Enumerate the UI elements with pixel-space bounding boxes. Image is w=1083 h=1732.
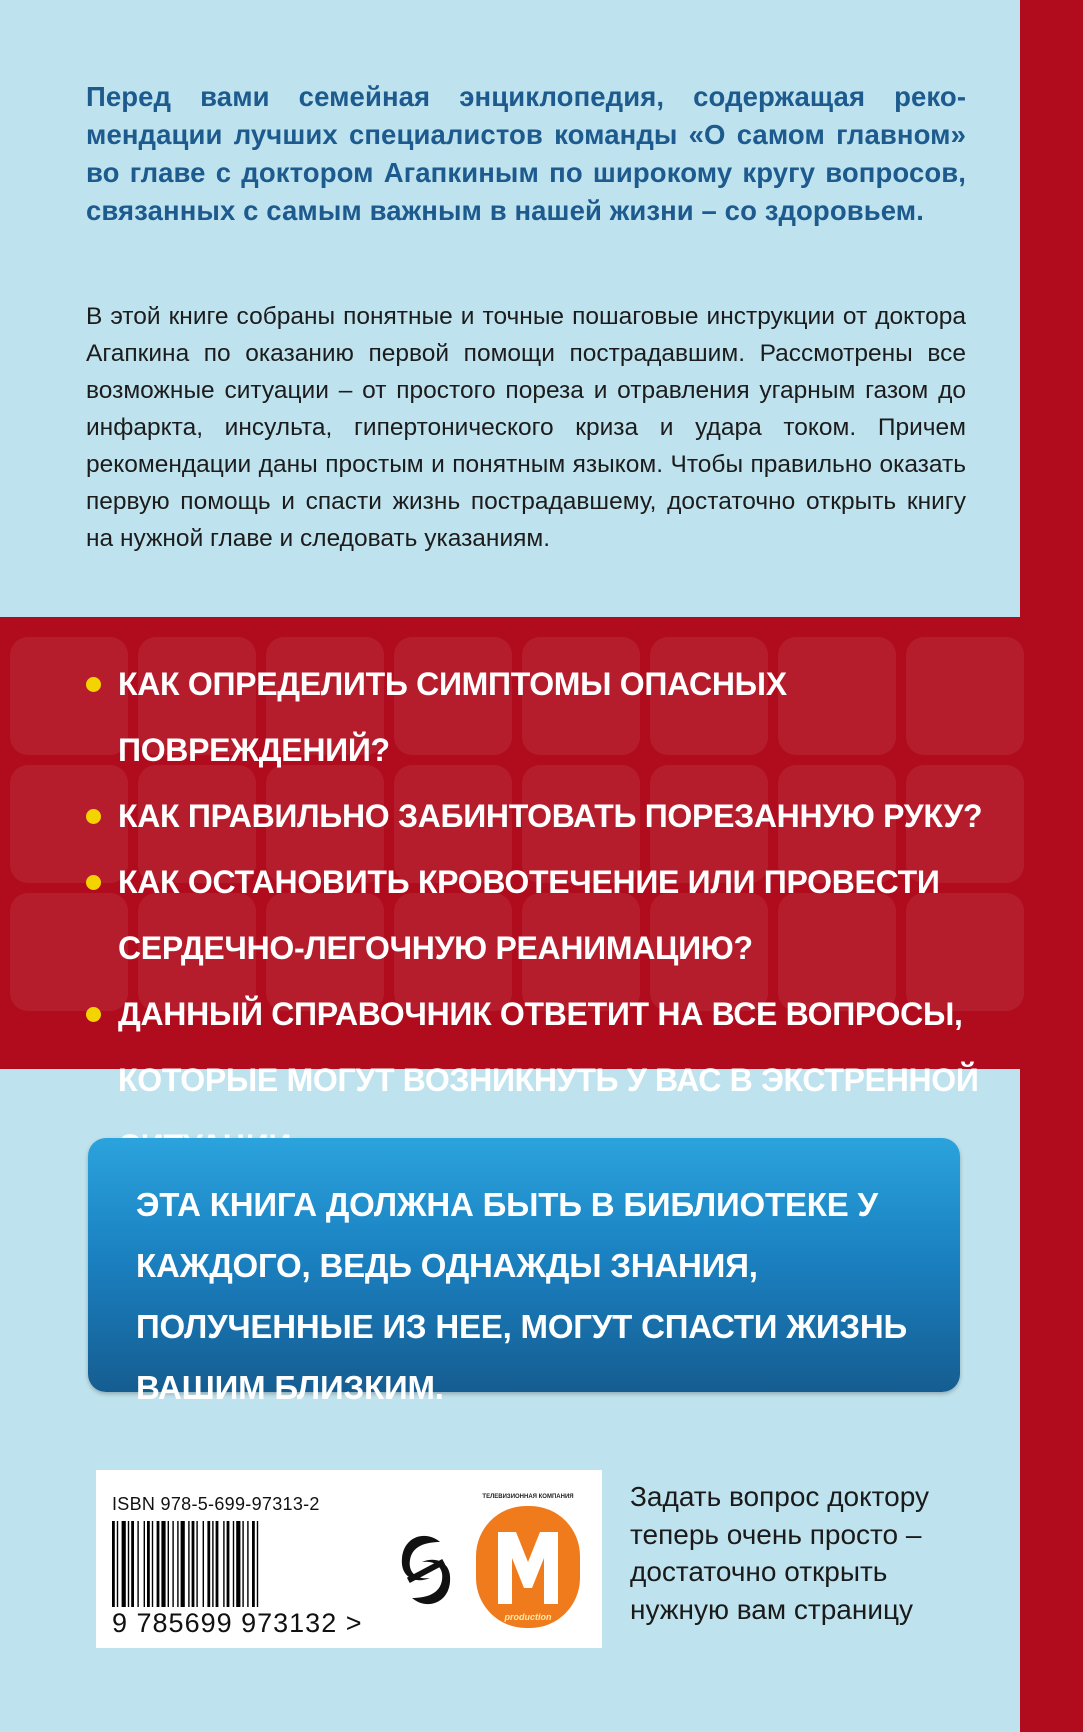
barcode-bar [157, 1521, 160, 1607]
bullet-dot-icon [86, 677, 101, 692]
question-list [86, 651, 1016, 1179]
barcode-bar [216, 1521, 219, 1607]
question-text: ДАННЫЙ СПРАВОЧНИК ОТВЕТИТ НА ВСЕ ВОПРОСЫ, КОТОРЫЕ МОГУТ ВОЗНИКНУТЬ У ВАС В ЭКСТРЕННОЙ [118, 996, 979, 1098]
question-text: КАК ОПРЕДЕЛИТЬ СИМПТОМЫ ОПАСНЫХ ПОВРЕЖДЕНИЙ? [118, 666, 787, 768]
barcode-bar [257, 1521, 258, 1607]
barcode-bar [117, 1521, 118, 1607]
barcode-bar [252, 1521, 255, 1607]
barcode-bar [122, 1521, 126, 1607]
barcode-bar [236, 1521, 240, 1607]
barcode-panel [96, 1470, 602, 1648]
barcode-bar [172, 1521, 173, 1607]
question-item [86, 849, 1016, 981]
intro-paragraph: Перед вами семейная энциклопедия, содержащая рекомендации лучших специалистов команды «О самом главном» во главе с доктором Агапкиным по широкому кругу вопросов, связанных с самым важным в нашей жизни – со здоровьем. [86, 81, 966, 226]
m-production-logo-icon [470, 1492, 586, 1632]
barcode-bar [188, 1521, 189, 1607]
barcode-digits: 9 785699 973132 > [112, 1608, 363, 1638]
bullet-dot-icon [86, 809, 101, 824]
m-logo-sub: production [504, 1612, 552, 1622]
barcode-bar [181, 1521, 185, 1607]
barcode-bar [207, 1521, 210, 1607]
barcode-bar [168, 1521, 169, 1607]
highlight-box [88, 1138, 960, 1406]
barcode-bar [161, 1521, 165, 1607]
question-item [86, 651, 1016, 783]
bullet-dot-icon [86, 1007, 101, 1022]
highlight-text: ЭТА КНИГА ДОЛЖНА БЫТЬ В БИБЛИОТЕКЕ У КАЖДОГО, ВЕДЬ ОДНАЖДЫ ЗНАНИЯ, ПОЛУЧЕННЫЕ ИЗ НЕЕ, МОГУТ СПАСТИ ЖИЗНЬ ВАШИМ БЛИЗКИМ. [136, 1186, 908, 1406]
barcode-bar [112, 1521, 115, 1607]
barcode-bar [152, 1521, 153, 1607]
eksmo-logo-icon [396, 1528, 456, 1612]
barcode-bar [177, 1521, 178, 1607]
barcode-bar [223, 1521, 224, 1607]
barcode-bar [196, 1521, 197, 1607]
barcode-bar [212, 1521, 213, 1607]
bullet-dot-icon [86, 875, 101, 890]
barcode-bar [192, 1521, 195, 1607]
spine-stripe [1020, 0, 1083, 1732]
barcode-bar [147, 1521, 150, 1607]
question-item [86, 783, 1016, 849]
barcode-bar [247, 1521, 248, 1607]
body-paragraph: В этой книге собраны понятные и точные пошаговые инструкции от доктора Агапкина по оказанию первой помощи пострадавшим. Рассмотрены все возможные ситуации – от простого пореза и отравления угарным газом до инфаркта, инсульта, гипертонического криза и удара током. Причем рекомендации даны простым и понятным языком. Чтобы правильно оказать первую помощь и спасти жизнь пострадавшему, достаточно открыть книгу на нужной главе и следовать указаниям. [86, 303, 966, 552]
side-text: Задать вопрос доктору теперь очень просто – достаточно открыть нужную вам страницу [630, 1481, 930, 1625]
barcode-bar [128, 1521, 129, 1607]
barcode-bar [144, 1521, 145, 1607]
barcode-bar [131, 1521, 134, 1607]
barcode-bar [242, 1521, 243, 1607]
m-logo-caption: ТЕЛЕВИЗИОННАЯ КОМПАНИЯ [482, 1494, 574, 1500]
barcode-icon [112, 1521, 320, 1607]
barcode-bar [137, 1521, 138, 1607]
question-text: КАК ОСТАНОВИТЬ КРОВОТЕЧЕНИЕ ИЛИ ПРОВЕСТИ СЕРДЕЧНО-ЛЕГОЧНУЮ РЕАНИМАЦИЮ? [118, 864, 940, 966]
barcode-bar [227, 1521, 230, 1607]
questions-band [0, 617, 1020, 1098]
barcode-bar [233, 1521, 234, 1607]
barcode-bar [203, 1521, 204, 1607]
question-text: КАК ПРАВИЛЬНО ЗАБИНТОВАТЬ ПОРЕЗАННУЮ РУКУ? [118, 798, 983, 834]
isbn-label: ISBN 978-5-699-97313-2 [112, 1494, 320, 1514]
